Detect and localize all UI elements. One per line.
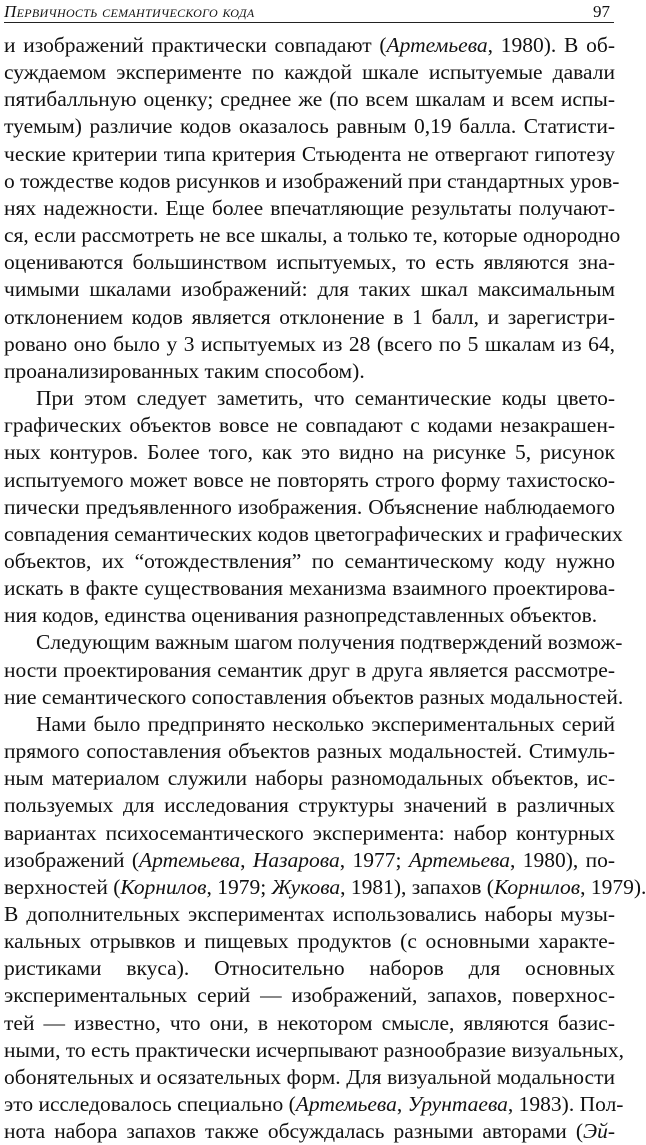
- text-run: вариантах психосемантического эксперимента: набор контурных: [4, 820, 615, 845]
- text-run: , 1979).: [580, 874, 646, 899]
- text-run: объектов, их “отождествления” по семантическому коду нужно: [4, 548, 615, 573]
- text-line: [4, 1010, 615, 1037]
- text-run: ,: [396, 1092, 408, 1117]
- text-line: [4, 847, 615, 874]
- citation-author: Жукова: [271, 874, 341, 899]
- text-line: [4, 86, 615, 113]
- text-run: ности проектирования семантик друг в друга является рассмотре-: [4, 657, 615, 682]
- text-run: нота набора запахов также обсуждалась разными авторами (: [4, 1119, 583, 1144]
- text-line: [4, 141, 615, 168]
- text-line: [4, 1064, 615, 1091]
- text-line: [4, 820, 615, 847]
- text-run: верхностей (: [4, 874, 121, 899]
- text-run: тей — известно, что они, в некотором смысле, являются базис-: [4, 1010, 615, 1035]
- running-title: Первичность семантического кода: [4, 2, 255, 21]
- page-number: 97: [593, 2, 610, 21]
- text-run: При этом следует заметить, что семантические коды цвето-: [36, 386, 615, 411]
- text-run: обонятельных и осязательных форм. Для визуальной модальности: [4, 1064, 615, 1089]
- text-line: [4, 765, 615, 792]
- text-run: оцениваются большинством испытуемых, то есть являются зна-: [4, 250, 615, 275]
- text-run: В дополнительных экспериментах использовались наборы музы-: [4, 902, 615, 926]
- citation-author: Артемьева: [139, 847, 241, 872]
- text-run: , 1980). В об-: [487, 33, 615, 57]
- text-run: ровано оно было у 3 испытуемых из 28 (всего по 5 шкалам из 64,: [4, 331, 615, 356]
- text-line: [4, 1091, 624, 1118]
- text-run: кальных отрывков и пищевых продуктов (с основными характе-: [4, 929, 615, 954]
- text-line: [4, 548, 615, 575]
- text-run: ческие критерии типа критерия Стьюдента не отвергают гипотезу: [4, 141, 615, 166]
- text-line: [4, 792, 615, 819]
- text-run: пически предъявленного изображения. Объяснение наблюдаемого: [4, 494, 615, 519]
- header-rule: [4, 22, 614, 23]
- text-line: [4, 928, 615, 955]
- text-run: ристиками вкуса). Относительно наборов для основных: [4, 956, 615, 981]
- text-line: [4, 874, 646, 901]
- text-line: [4, 168, 620, 195]
- citation-author: Артемьева: [386, 33, 488, 57]
- text-line: [4, 684, 624, 711]
- text-run: суждаемом эксперименте по каждой шкале испытуемые давали: [4, 60, 615, 85]
- text-run: экспериментальных серий — изображений, запахов, поверхнос-: [4, 983, 615, 1008]
- text-line: [4, 738, 615, 765]
- text-line: [4, 901, 615, 928]
- text-run: испытуемого может вовсе не повторять строго форму тахистоско-: [4, 467, 615, 492]
- text-line: [4, 195, 615, 222]
- text-line: [4, 602, 615, 629]
- citation-author: Корнилов: [493, 874, 581, 899]
- text-line: [4, 304, 615, 331]
- text-run: нях надежности. Еще более впечатляющие результаты получают-: [4, 195, 615, 220]
- text-run: , 1981), запахов (: [340, 874, 494, 899]
- text-line: [4, 711, 615, 738]
- text-line: [4, 521, 623, 548]
- text-line: [4, 412, 615, 439]
- text-line: [4, 657, 615, 684]
- text-line: [4, 467, 615, 494]
- text-run: отклонением кодов является отклонение в 1 балл, и зарегистри-: [4, 304, 615, 329]
- text-run: ными, то есть практически исчерпывают разнообразие визуальных,: [4, 1037, 624, 1062]
- text-run: пятибалльную оценку; среднее же (по всем шкалам и всем испы-: [4, 87, 615, 112]
- text-run: ся, если рассмотреть не все шкалы, а только те, которые однородно: [4, 223, 621, 248]
- text-run: прямого сопоставления объектов разных модальностей. Стимуль-: [4, 739, 615, 764]
- body-text: [4, 32, 646, 1145]
- text-line: [4, 385, 615, 412]
- text-run: изображений (: [4, 847, 140, 872]
- text-run: это исследовалось специально (: [4, 1092, 296, 1117]
- text-run: , 1983). Пол-: [507, 1092, 624, 1117]
- text-line: [4, 575, 615, 602]
- text-run: , 1977;: [339, 847, 409, 872]
- citation-author: Артемьева: [295, 1092, 397, 1117]
- text-line: [4, 276, 615, 303]
- running-header: [0, 0, 620, 24]
- text-line: [4, 982, 615, 1009]
- text-run: Следующим важным шагом получения подтверждений возмож-: [36, 630, 623, 655]
- text-line: [4, 222, 621, 249]
- text-run: ния кодов, единства оценивания разнопредставленных объектов.: [4, 603, 598, 628]
- text-run: , 1979;: [206, 874, 272, 899]
- text-run: совпадения семантических кодов цветографических и графических: [4, 521, 623, 546]
- text-run: пользуемых для исследования структуры значений в различных: [4, 793, 615, 818]
- text-run: ных контуров. Более того, как это видно на рисунке 5, рисунок: [4, 440, 615, 465]
- citation-author: Артемьева: [408, 847, 510, 872]
- citation-author: Корнилов: [120, 874, 207, 899]
- citation-author: Назарова: [252, 847, 340, 872]
- text-line: [4, 331, 615, 358]
- text-line: [4, 1118, 615, 1145]
- text-run: туемым) различие кодов оказалось равным 0,19 балла. Статисти-: [4, 114, 615, 139]
- text-run: Нами было предпринято несколько экспериментальных серий: [36, 711, 615, 736]
- text-line: [4, 955, 615, 982]
- text-line: [4, 494, 615, 521]
- text-run: проанализированных таким способом).: [4, 358, 365, 383]
- text-line: [4, 439, 615, 466]
- text-run: графических объектов вовсе не совпадают с кодами незакрашен-: [4, 413, 615, 438]
- text-line: [4, 32, 615, 59]
- text-run: искать в факте существования механизма взаимного проектирова-: [4, 576, 615, 601]
- text-line: [4, 113, 615, 140]
- text-line: [4, 358, 615, 385]
- text-run: и изображений практически совпадают (: [4, 33, 387, 57]
- text-line: [4, 629, 623, 656]
- text-line: [4, 59, 615, 86]
- text-run: чимыми шкалами изображений: для таких шкал максимальным: [4, 277, 615, 302]
- text-run: ным материалом служили наборы разномодальных объектов, ис-: [4, 766, 615, 791]
- text-run: ние семантического сопоставления объектов разных модальностей.: [4, 684, 624, 709]
- citation-author: Урунтаева: [407, 1092, 508, 1117]
- text-run: ,: [240, 847, 253, 872]
- text-run: о тождестве кодов рисунков и изображений при стандартных уров-: [4, 168, 620, 193]
- text-line: [4, 249, 615, 276]
- text-line: [4, 1037, 624, 1064]
- citation-author: Эй-: [583, 1119, 615, 1144]
- text-run: , 1980), по-: [509, 847, 616, 872]
